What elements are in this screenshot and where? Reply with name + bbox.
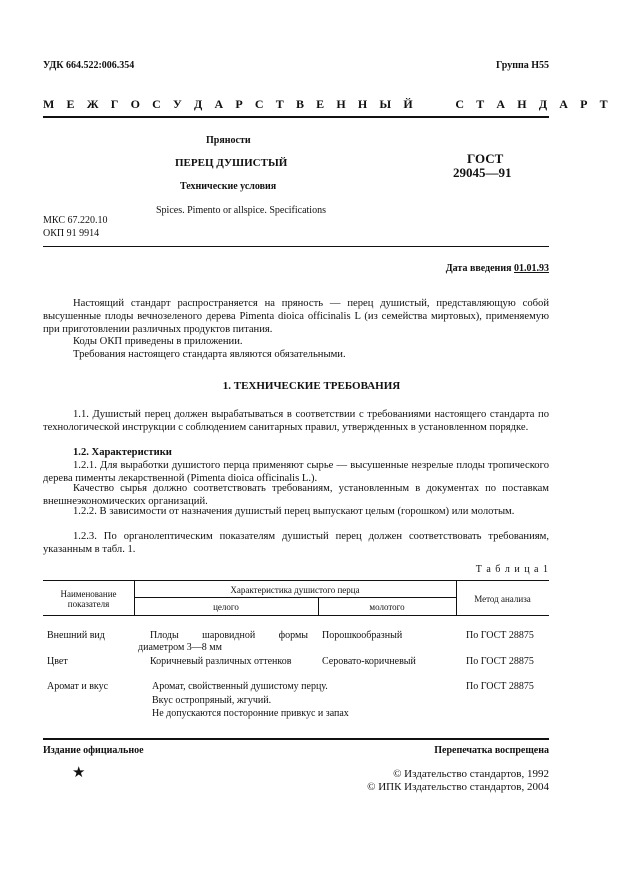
table-row-3-merged-line-2: Вкус остропряный, жгучий.: [152, 695, 272, 706]
star-icon: ★: [72, 765, 86, 781]
section-heading: 1. ТЕХНИЧЕСКИЕ ТРЕБОВАНИЯ: [222, 380, 401, 392]
footer-rule: [43, 738, 549, 740]
table-row-2-whole: Коричневый различных оттенков: [150, 656, 292, 667]
table-row-3-merged-line-3: Не допускаются посторонние привкус и запах: [152, 708, 349, 719]
copyright-2004: © ИПК Издательство стандартов, 2004: [367, 781, 549, 793]
intro-paragraph-2: Коды ОКП приведены в приложении.: [73, 336, 243, 347]
english-title: Spices. Pimento or allspice. Specifications: [156, 205, 326, 216]
paragraph-1-1: 1.1. Душистый перец должен вырабатываться в соответствии с требованиями настоящего стандарта по технологической инструкции с соблюдением санитарных правил, утвержденных в установленном порядке.: [43, 409, 549, 433]
paragraph-1-2-1-quality: Качество сырья должно соответствовать требованиям, установленным в документах по поставкам внешнеэкономических организаций.: [43, 483, 549, 507]
copyright-1992: © Издательство стандартов, 1992: [393, 768, 549, 780]
table-row-3-merged-line-1: Аромат, свойственный душистому перцу.: [152, 681, 328, 692]
title-rule: [43, 246, 549, 247]
table-top-rule: [43, 580, 549, 581]
table-subheader-rule: [134, 597, 456, 598]
document-title: ПЕРЕЦ ДУШИСТЫЙ: [175, 157, 288, 169]
table-header-rule: [43, 615, 549, 616]
paragraph-1-2: 1.2. Характеристики: [73, 447, 172, 458]
table-header-characteristic: Характеристика душистого перца: [230, 585, 360, 595]
reprint-notice: Перепечатка воспрещена: [434, 745, 549, 756]
intro-date: [446, 263, 549, 274]
table-row-1-method: По ГОСТ 28875: [466, 630, 534, 641]
intro-paragraph-1: Настоящий стандарт распространяется на пряность — перец душистый, представляющую собой высушенные плоды вечнозеленого дерева Pimenta dioica officinalis L (из семейства миртовых), применяемую при приготовлении различных продуктов питания.: [43, 298, 549, 335]
table-header-whole: целого: [213, 602, 239, 612]
table-row-1-name: Внешний вид: [47, 630, 105, 641]
table-row-3-method: По ГОСТ 28875: [466, 681, 534, 692]
table-row-2-ground: Серовато-коричневый: [322, 656, 416, 667]
group-code: Группа Н55: [496, 60, 549, 71]
intro-date-label: Дата введения: [445, 263, 512, 274]
gost-number: 29045—91: [453, 165, 512, 180]
okp-code: ОКП 91 9914: [43, 228, 100, 239]
paragraph-1-2-2: 1.2.2. В зависимости от назначения душистый перец выпускают целым (горошком) или молотым.: [73, 506, 515, 517]
official-edition: Издание официальное: [43, 745, 144, 756]
intro-date-value: 01.01.93: [514, 263, 549, 274]
document-subtitle: Технические условия: [180, 181, 277, 192]
table-header-method: Метод анализа: [474, 594, 531, 604]
paragraph-1-2-1: 1.2.1. Для выработки душистого перца применяют сырье — высушенные незрелые плоды тропического дерева пименты лекарственной (Pimenta dioica officinalis L.).: [43, 460, 549, 484]
table-row-3-name: Аромат и вкус: [47, 681, 109, 692]
table-row-1-whole: Плоды шаровидной формы диаметром 3—8 мм: [138, 630, 308, 653]
intro-paragraph-3: Требования настоящего стандарта являются обязательными.: [73, 349, 346, 360]
banner-rule: [43, 116, 549, 118]
table-row-2-name: Цвет: [47, 656, 68, 667]
table-header-name: Наименование показателя: [60, 589, 117, 609]
paragraph-1-2-3: 1.2.3. По органолептическим показателям душистый перец должен соответствовать требованиям, указанным в табл. 1.: [43, 531, 549, 555]
standard-banner: М Е Ж Г О С У Д А Р С Т В Е Н Н Ы Й С Т А Н Д А Р Т: [43, 97, 613, 111]
udk-code: УДК 664.522:006.354: [43, 60, 135, 71]
table-row-1-ground: Порошкообразный: [322, 630, 403, 641]
gost-label: ГОСТ: [467, 151, 504, 166]
table-caption: Т а б л и ц а 1: [475, 564, 549, 575]
category-title: Пряности: [206, 135, 251, 146]
table-header-ground: молотого: [369, 602, 405, 612]
table-row-2-method: По ГОСТ 28875: [466, 656, 534, 667]
mks-code: МКС 67.220.10: [43, 215, 108, 226]
